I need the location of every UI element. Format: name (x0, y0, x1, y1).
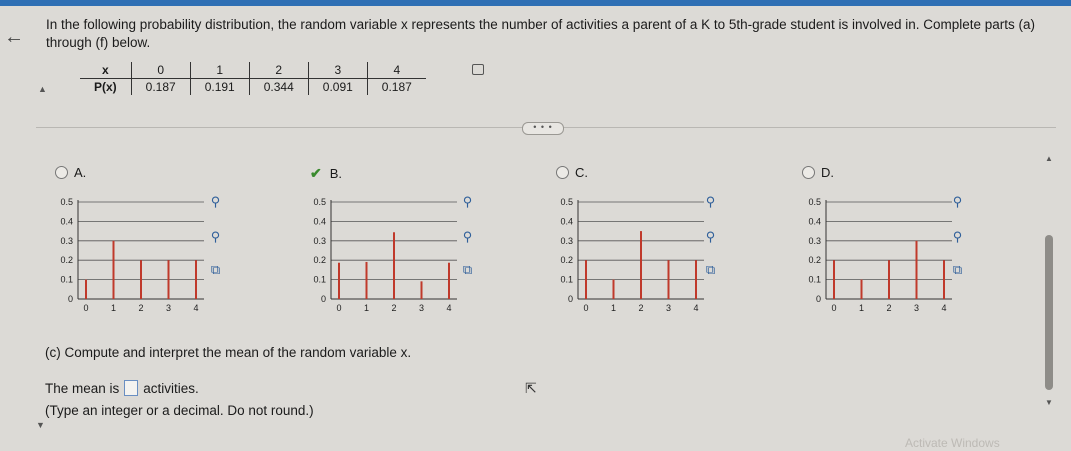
caret-down-icon: ▼ (1045, 398, 1053, 407)
y-tick-label: 0.4 (313, 216, 326, 227)
y-tick-label: 0 (567, 294, 573, 304)
y-tick-label: 0.2 (808, 255, 821, 266)
x-value: 2 (249, 62, 308, 79)
x-tick-label: 0 (831, 303, 837, 313)
x-tick-label: 2 (138, 303, 144, 313)
y-tick-label: 0.3 (313, 235, 326, 246)
y-tick-label: 0.2 (313, 255, 326, 266)
mean-input[interactable] (124, 380, 138, 396)
p-value: 0.091 (308, 79, 367, 96)
zoom-in-icon[interactable]: ⚲ (462, 194, 473, 209)
y-tick-label: 0 (320, 294, 326, 304)
option-a[interactable] (55, 165, 86, 180)
mean-answer-line (45, 380, 199, 396)
zoom-out-icon[interactable]: ⚲ (705, 229, 716, 244)
checkmark-icon: ✔ (310, 165, 322, 181)
option-label: B. (329, 166, 343, 181)
x-tick-label: 0 (583, 303, 589, 313)
popout-icon[interactable]: ⧉ (462, 262, 473, 277)
chart-b (305, 192, 525, 322)
x-tick-label: 4 (193, 303, 199, 313)
caret-up-icon: ▲ (38, 84, 47, 94)
option-c[interactable] (556, 165, 588, 180)
x-tick-label: 2 (391, 303, 397, 313)
collapse-arrow-icon[interactable]: ← (4, 26, 24, 48)
p-value: 0.187 (367, 79, 426, 96)
chart-a (52, 192, 272, 322)
mean-prefix: The mean is (45, 380, 120, 396)
y-tick-label: 0.3 (808, 235, 821, 246)
x-tick-label: 3 (913, 303, 920, 313)
y-tick-label: 0.4 (60, 216, 73, 227)
y-tick-label: 0.5 (60, 197, 73, 207)
option-label: D. (821, 165, 834, 180)
zoom-in-icon[interactable]: ⚲ (705, 194, 716, 209)
x-header: x (80, 62, 131, 79)
x-tick-label: 1 (110, 303, 117, 313)
y-tick-label: 0.4 (808, 216, 821, 227)
zoom-in-icon[interactable]: ⚲ (210, 194, 221, 209)
y-tick-label: 0 (67, 294, 73, 304)
x-tick-label: 2 (886, 303, 892, 313)
caret-down-icon: ▼ (36, 420, 45, 430)
x-value: 0 (131, 62, 190, 79)
watermark: Activate Windows (905, 436, 1000, 450)
table-row (80, 79, 426, 96)
x-tick-label: 0 (336, 303, 342, 313)
option-b[interactable] (310, 165, 342, 182)
x-tick-label: 1 (363, 303, 370, 313)
zoom-in-icon[interactable]: ⚲ (952, 194, 963, 209)
y-tick-label: 0.1 (60, 274, 73, 285)
p-value: 0.344 (249, 79, 308, 96)
show-more-button[interactable]: • • • (522, 122, 564, 135)
probability-table (80, 62, 426, 95)
answer-hint: (Type an integer or a decimal. Do not round.) (45, 403, 314, 418)
x-tick-label: 3 (418, 303, 425, 313)
mean-suffix: activities. (143, 380, 199, 396)
option-label: A. (74, 165, 87, 180)
radio-button[interactable] (802, 166, 815, 179)
chart-svg (552, 192, 772, 322)
y-tick-label: 0.5 (313, 197, 326, 207)
y-tick-label: 0.5 (808, 197, 821, 207)
x-tick-label: 1 (610, 303, 617, 313)
y-tick-label: 0.1 (560, 274, 573, 285)
x-tick-label: 3 (165, 303, 172, 313)
chart-d (800, 192, 1020, 322)
question-intro: In the following probability distribution, the random variable x represents the number of activities a parent of a K to 5th-grade student is involved in. Complete parts (a) through (f) below. (46, 17, 1036, 50)
copy-table-icon[interactable] (472, 64, 484, 75)
x-tick-label: 2 (638, 303, 644, 313)
mouse-cursor-icon: ⇱ (525, 380, 537, 396)
y-tick-label: 0.3 (560, 235, 573, 246)
p-value: 0.187 (131, 79, 190, 96)
x-value: 4 (367, 62, 426, 79)
zoom-out-icon[interactable]: ⚲ (462, 229, 473, 244)
x-tick-label: 4 (446, 303, 452, 313)
x-value: 1 (190, 62, 249, 79)
top-accent-bar (0, 0, 1071, 6)
chart-c (552, 192, 772, 322)
y-tick-label: 0.3 (60, 235, 73, 246)
x-tick-label: 1 (858, 303, 865, 313)
x-value: 3 (308, 62, 367, 79)
p-value: 0.191 (190, 79, 249, 96)
y-tick-label: 0.4 (560, 216, 573, 227)
popout-icon[interactable]: ⧉ (705, 262, 716, 277)
x-tick-label: 4 (693, 303, 699, 313)
chart-svg (52, 192, 272, 322)
option-label: C. (575, 165, 588, 180)
y-tick-label: 0.2 (60, 255, 73, 266)
y-tick-label: 0.1 (808, 274, 821, 285)
option-d[interactable] (802, 165, 834, 180)
x-tick-label: 0 (83, 303, 89, 313)
x-tick-label: 3 (665, 303, 672, 313)
y-tick-label: 0.1 (313, 274, 326, 285)
p-header: P(x) (94, 80, 117, 94)
caret-up-icon: ▲ (1045, 154, 1053, 163)
scrollbar[interactable] (1045, 235, 1053, 390)
zoom-out-icon[interactable]: ⚲ (210, 229, 221, 244)
y-tick-label: 0.2 (560, 255, 573, 266)
popout-icon[interactable]: ⧉ (210, 262, 221, 277)
radio-button[interactable] (556, 166, 569, 179)
y-tick-label: 0 (815, 294, 821, 304)
table-row (80, 62, 426, 79)
chart-svg (305, 192, 525, 322)
part-c-prompt: (c) Compute and interpret the mean of the random variable x. (45, 345, 412, 360)
y-tick-label: 0.5 (560, 197, 573, 207)
radio-button[interactable] (55, 166, 68, 179)
popout-icon[interactable]: ⧉ (952, 262, 963, 277)
zoom-out-icon[interactable]: ⚲ (952, 229, 963, 244)
chart-svg (800, 192, 1020, 322)
x-tick-label: 4 (941, 303, 947, 313)
